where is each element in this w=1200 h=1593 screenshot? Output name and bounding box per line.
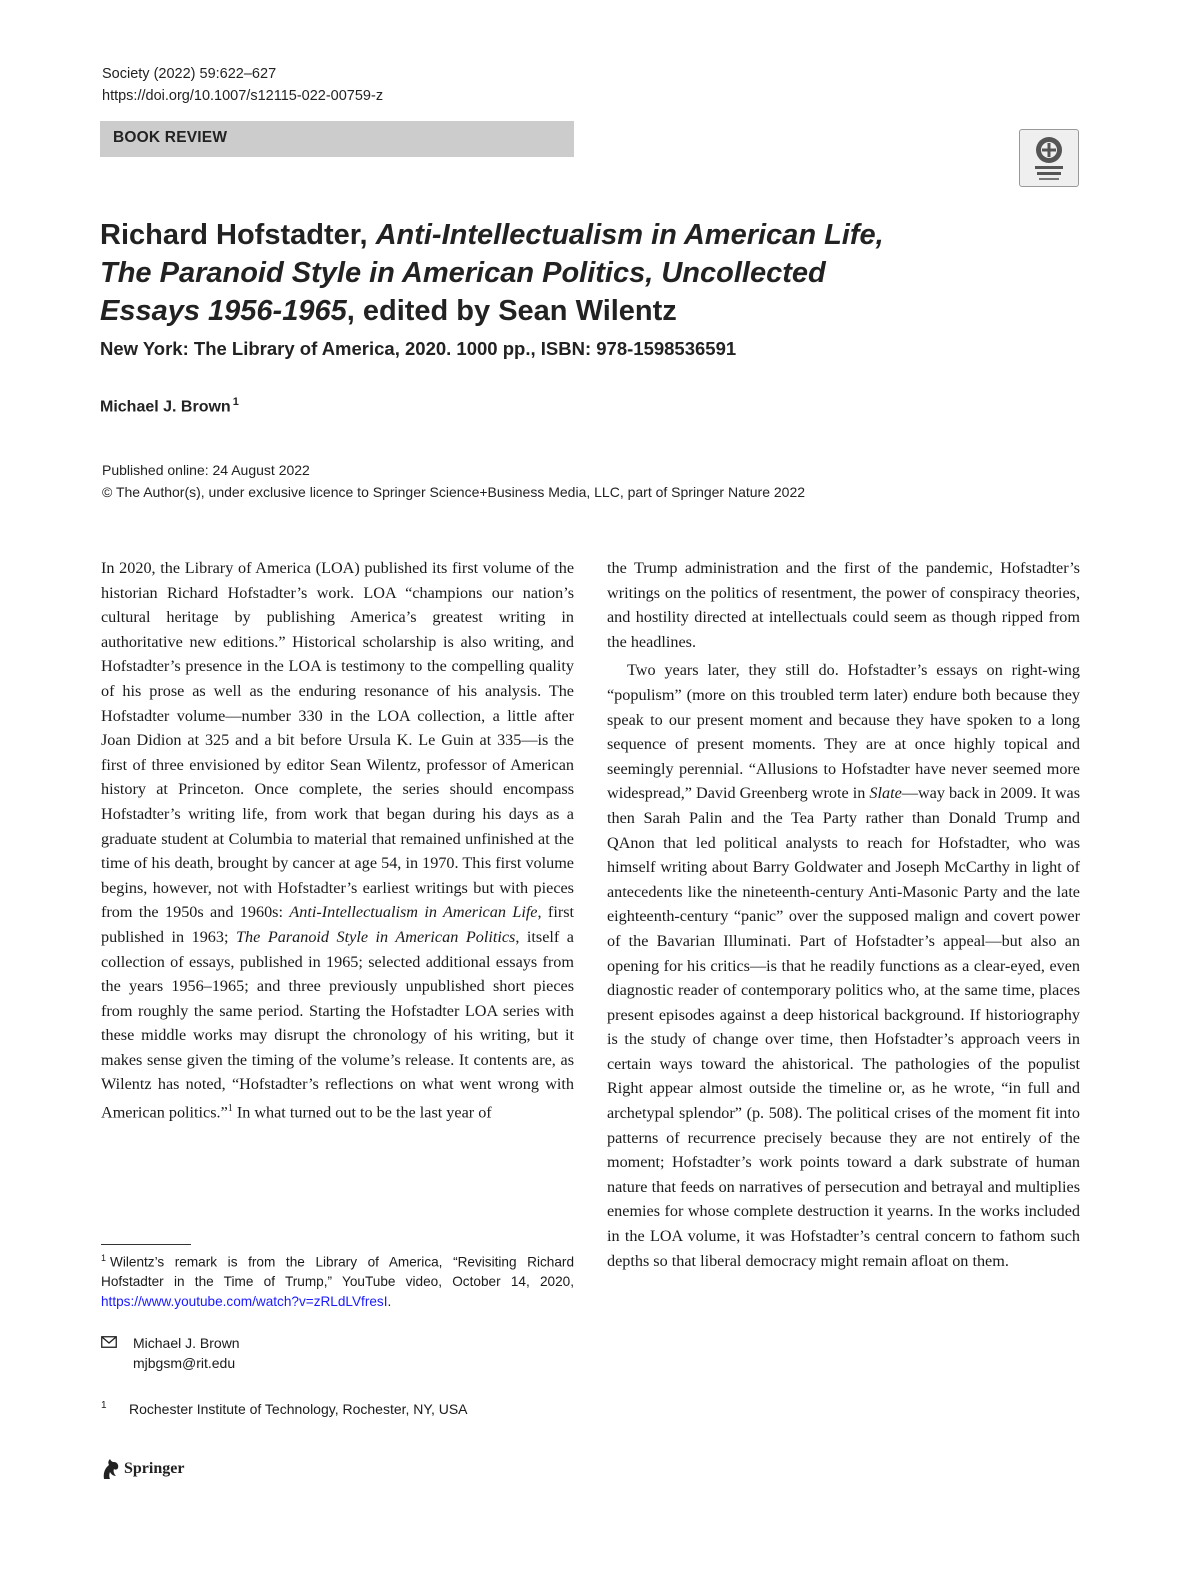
book-details: New York: The Library of America, 2020. 1000 pp., ISBN: 978-1598536591 bbox=[100, 338, 737, 359]
body-column-left bbox=[101, 556, 574, 1125]
paragraph-text: In 2020, the Library of America (LOA) published its first volume of the historian Richard Hofstadter’s work. LOA “champions our nation’s cultural heritage by publishing America’s greatest writing in authoritative new editions.” Historical scholarship is also writing, and Hofstadter’s presence in the LOA is testimony to the compelling quality of his prose as well as the enduring resonance of his analysis. The Hofstadter volume—number 330 in the LOA collection, a little after Joan Didion at 325 and a bit before Ursula K. Le Guin at 335—is the first of three envisioned by editor Sean Wilentz, professor of American history at Princeton. Once complete, the series should encompass Hofstadter’s writing life, from work that began during his days as a graduate student at Columbia to material that remained unfinished at the time of his death, brought by cancer at age 54, in 1970. This first volume begins, however, not with Hofstadter’s earliest writings but with pieces from the 1950s and 1960s: bbox=[101, 559, 574, 922]
paragraph-text: , itself a collection of essays, published in 1965; selected additional essays from the years 1956–1965; and three previously unpublished short pieces from roughly the same period. Starting the Hofstadter LOA series with these middle works may disrupt the chronology of his writing, but it makes sense given the timing of the volume’s release. It contents are, as Wilentz has noted, “Hofstadter’s reflections on what went wrong with American politics.” bbox=[101, 927, 574, 1122]
paragraph-text: , first published in 1963; bbox=[101, 903, 575, 946]
paragraph bbox=[101, 556, 574, 1125]
article-title bbox=[100, 216, 900, 330]
author-text: Michael J. Brown bbox=[100, 398, 231, 416]
footnote-link[interactable]: https://www.youtube.com/watch?v=zRLdLVfresI bbox=[101, 1293, 388, 1309]
book-title: Anti-Intellectualism in American Life bbox=[289, 903, 538, 922]
footnote bbox=[101, 1249, 574, 1311]
author-name[interactable] bbox=[100, 396, 239, 416]
publisher-name: Springer bbox=[124, 1460, 185, 1477]
copyright-notice: © The Author(s), under exclusive licence to Springer Science+Business Media, LLC, part of Springer Nature 2022 bbox=[102, 484, 806, 500]
paragraph-text: Two years later, they still do. Hofstadter’s essays on right-wing “populism” (more on this troubled term later) endure both because they speak to our present moment and because they have spoken to a long sequence of present moments. They are at once highly topical and seemingly perennial. “Allusions to Hofstadter have never seemed more widespread,” David Greenberg wrote in bbox=[607, 661, 1080, 803]
body-column-right bbox=[607, 556, 1080, 1273]
title-book-names: Anti-Intellectualism in American Life, The Paranoid Style in American Politics, Uncollected Essays 1956-1965 bbox=[100, 219, 884, 327]
publication-name: Slate bbox=[869, 784, 902, 803]
doi-link[interactable]: https://doi.org/10.1007/s12115-022-00759-z bbox=[102, 88, 384, 104]
journal-header bbox=[102, 63, 383, 107]
contact-email[interactable]: mjbgsm@rit.edu bbox=[133, 1355, 236, 1371]
published-date: Published online: 24 August 2022 bbox=[102, 462, 310, 478]
title-editor: , edited by Sean Wilentz bbox=[346, 295, 677, 327]
footnote-mark: 1 bbox=[101, 1253, 107, 1263]
author-affiliation-mark: 1 bbox=[232, 396, 239, 408]
paragraph-text: —way back in 2009. It was then Sarah Palin and the Tea Party rather than Donald Trump and QAnon that led political analysts to reach for Hofstadter, who was himself writing about Barry Goldwater and Joseph McCarthy in light of antecedents like the nineteenth-century Anti-Masonic Party and the late eighteenth-century “panic” over the supposed malign and covert power of the Bavarian Illuminati. Part of Hofstadter’s appeal—but also an opening for his critics—is that he readily functions as a clear-eyed, even diagnostic reader of contemporary politics who, at the same time, places present episodes against a deep historical background. If historiography is the study of change over time, then Hofstadter’s approach veers in certain ways toward the ahistorical. The pathologies of the populist Right appear almost outside the timeline or, as he wrote, “in full and archetypal splendor” (p. 508). The political crises of the moment fit into patterns of recurrence precisely because they are not entirely of the moment; Hofstadter’s work points toward a dark substrate of human nature that feeds on narratives of persecution and betrayal and multiplies enemies for whose complete destruction it yearns. In the works included in the LOA volume, it was Hofstadter’s central concern to fathom such depths so that liberal democracy might remain afloat on them. bbox=[607, 784, 1080, 1270]
paragraph bbox=[607, 658, 1080, 1273]
check-for-updates-badge[interactable] bbox=[1019, 129, 1079, 187]
paragraph: the Trump administration and the first of the pandemic, Hofstadter’s writings on the politics of resentment, the power of conspiracy theories, and hostility directed at intellectuals could seem as though ripped from the headlines. bbox=[607, 559, 1080, 651]
envelope-icon bbox=[101, 1336, 117, 1348]
section-label: BOOK REVIEW bbox=[113, 129, 228, 146]
springer-horse-icon bbox=[100, 1457, 122, 1481]
footnote-text: Wilentz’s remark is from the Library of America, “Revisiting Richard Hofstadter in the Time of Trump,” YouTube video, October 14, 2020, bbox=[101, 1254, 574, 1290]
footnote-divider bbox=[101, 1244, 191, 1245]
book-title: The Paranoid Style in American Politics bbox=[236, 927, 516, 946]
title-text: Richard Hofstadter, bbox=[100, 219, 376, 251]
contact-name: Michael J. Brown bbox=[133, 1335, 240, 1351]
paragraph-text: In what turned out to be the last year of bbox=[232, 1103, 492, 1122]
affiliation-text: Rochester Institute of Technology, Rochester, NY, USA bbox=[129, 1401, 468, 1417]
footnote-reference[interactable]: 1 bbox=[227, 1103, 233, 1115]
affiliation-mark: 1 bbox=[101, 1400, 107, 1411]
publication-info bbox=[102, 459, 805, 503]
journal-citation: Society (2022) 59:622–627 bbox=[102, 66, 277, 82]
footnote-end: . bbox=[387, 1293, 392, 1309]
section-banner bbox=[100, 121, 574, 157]
check-for-updates-icon bbox=[1020, 130, 1078, 186]
